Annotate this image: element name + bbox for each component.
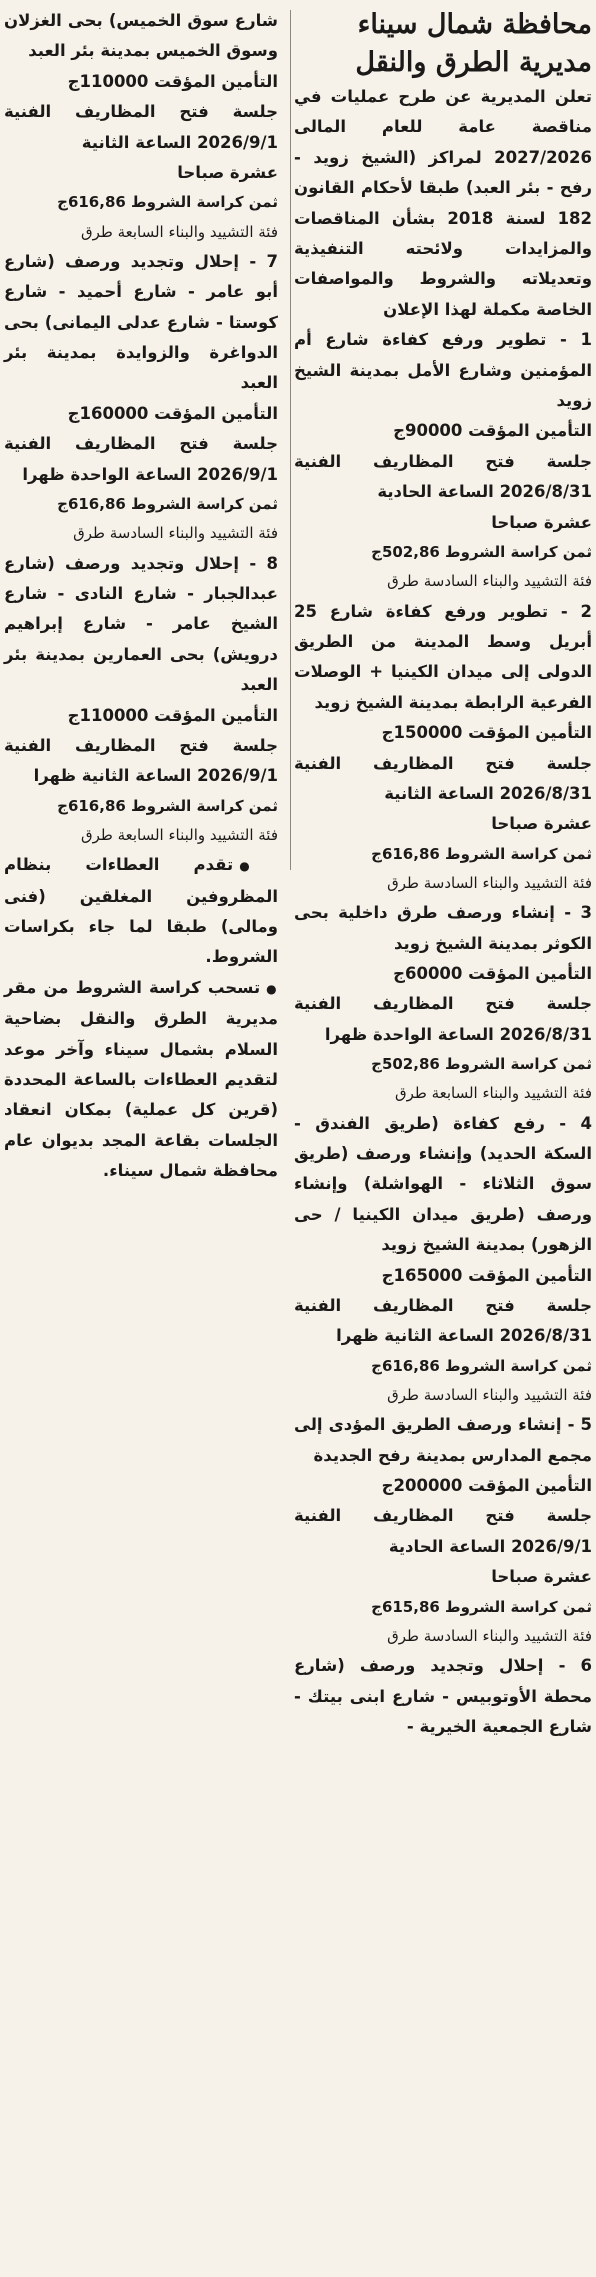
insurance: التأمين المؤقت 165000ج <box>381 1265 592 1285</box>
category: فئة التشييد والبناء السابعة طرق <box>80 825 278 844</box>
booklet-price: ثمن كراسة الشروط 616,86ج <box>371 844 592 863</box>
tender-item <box>294 597 592 899</box>
item-number: 6 - <box>558 1656 593 1676</box>
category: فئة التشييد والبناء السادسة طرق <box>387 1386 592 1405</box>
tender-item <box>294 1109 592 1411</box>
directorate-title: مديرية الطرق والنقل <box>355 47 592 78</box>
booklet-price: ثمن كراسة الشروط 616,86ج <box>371 1356 592 1375</box>
category: فئة التشييد والبناء السادسة طرق <box>387 873 592 892</box>
note-bullet: ● تسحب كراسة الشروط من مقر مديرية الطرق والنقل بضاحية السلام بشمال سيناء وآخر موعد لتقديم العطاءات بالساعة المحددة (قرين كل عملية) بمكان انعقاد الجلسات بقاعة المجد بديوان عام محافظة شمال سيناء. <box>4 973 278 1187</box>
item-number: 7 - <box>249 251 279 271</box>
item-number: 4 - <box>559 1113 593 1133</box>
item-description: شارع سوق الخميس) بحى الغزلان وسوق الخميس بمدينة بئر العبد <box>4 11 278 61</box>
category: فئة التشييد والبناء السادسة طرق <box>73 524 278 543</box>
category: فئة التشييد والبناء السابعة طرق <box>80 222 278 241</box>
item-number: 5 - <box>567 1415 593 1435</box>
session: جلسة فتح المظاريف الفنية 2026/9/1 الساعة الثانية <box>4 102 278 152</box>
session-time: عشرة صباحا <box>177 163 278 183</box>
session: جلسة فتح المظاريف الفنية 2026/8/31 الساعة الثانية <box>294 753 592 803</box>
governorate-title: محافظة شمال سيناء <box>357 9 592 40</box>
intro-paragraph: تعلن المديرية عن طرح عمليات في مناقصة عامة للعام المالى 2027/2026 لمراكز (الشيخ زويد - رفح - بئر العبد) طبقا لأحكام القانون 182 لسنة 2018 بشأن المناقصات والمزايدات ولائحته التنفيذية وتعديلاته والشروط والمواصفات الخاصة مكملة لهذا الإعلان <box>294 87 593 319</box>
insurance: التأمين المؤقت 150000ج <box>381 723 592 743</box>
session: جلسة فتح المظاريف الفنية 2026/8/31 الساعة الحادية <box>294 451 592 502</box>
insurance: التأمين المؤقت 200000ج <box>381 1476 592 1496</box>
right-column <box>294 6 592 1742</box>
session: جلسة فتح المظاريف الفنية 2026/8/31 الساعة الثانية ظهرا <box>294 1296 592 1346</box>
category: فئة التشييد والبناء السادسة طرق <box>387 572 592 591</box>
session: جلسة فتح المظاريف الفنية 2026/8/31 الساعة الواحدة ظهرا <box>294 994 592 1044</box>
session: جلسة فتح المظاريف الفنية 2026/9/1 الساعة الواحدة ظهرا <box>4 434 278 484</box>
tender-item <box>294 898 592 1108</box>
item-number: 1 - <box>560 330 593 350</box>
booklet-price: ثمن كراسة الشروط 616,86ج <box>57 193 278 212</box>
item-description: رفع كفاءة (طريق الفندق - السكة الحديد) وإنشاء ورصف (طريق سوق الثلاثاء - الهواشلة) وإنشاء ورصف (طريق ميدان الكينيا / حى الزهور) بمدينة الشيخ زويد <box>294 1113 592 1255</box>
insurance: التأمين المؤقت 110000ج <box>67 705 278 725</box>
tender-item-continued <box>4 6 278 247</box>
insurance: التأمين المؤقت 90000ج <box>393 421 592 441</box>
item-description: تطوير ورفع كفاءة شارع أم المؤمنين وشارع الأمل بمدينة الشيخ زويد <box>294 330 592 411</box>
item-description: إنشاء ورصف الطريق المؤدى إلى مجمع المدارس بمدينة رفح الجديدة <box>294 1415 592 1465</box>
session-time: عشرة صباحا <box>491 1567 592 1587</box>
note-bullet: ● تقدم العطاءات بنظام المظروفين المغلقين (فنى ومالى) طبقا لما جاء بكراسات الشروط. <box>4 850 278 973</box>
item-description: تطوير ورفع كفاءة شارع 25 أبريل وسط المدينة من الطريق الدولى إلى ميدان الكينيا + الوصلات الفرعية الرابطة بمدينة الشيخ زويد <box>294 601 592 712</box>
tender-item <box>294 325 592 596</box>
item-number: 2 - <box>560 601 592 621</box>
item-description: إحلال وتجديد ورصف (شارع عبدالجبار - شارع النادى - شارع الشيخ عامر - شارع إبراهيم درويش) بحى العمارين بمدينة بئر العبد <box>4 553 278 695</box>
item-description: إنشاء ورصف طرق داخلية بحى الكوثر بمدينة الشيخ زويد <box>294 903 592 953</box>
item-description: إحلال وتجديد ورصف (شارع أبو عامر - شارع أحميد - شارع كوستا - شارع عدلى اليمانى) بحى الدواغرة والزوايدة بمدينة بئر العبد <box>4 251 278 393</box>
item-description: إحلال وتجديد ورصف (شارع محطة الأوتوبيس - شارع ابنى بيتك - شارع الجمعية الخيرية - <box>294 1656 592 1736</box>
booklet-price: ثمن كراسة الشروط 502,86ج <box>371 1055 592 1074</box>
tender-item <box>4 247 278 549</box>
session-time: عشرة صباحا <box>491 814 592 834</box>
column-divider <box>290 10 291 870</box>
insurance: التأمين المؤقت 110000ج <box>67 71 278 91</box>
booklet-price: ثمن كراسة الشروط 502,86ج <box>371 543 592 562</box>
booklet-price: ثمن كراسة الشروط 615,86ج <box>371 1597 592 1616</box>
session: جلسة فتح المظاريف الفنية 2026/9/1 الساعة الحادية <box>294 1506 592 1556</box>
booklet-price: ثمن كراسة الشروط 616,86ج <box>57 495 278 514</box>
session-time: عشرة صباحا <box>491 512 592 532</box>
left-column <box>4 6 278 1187</box>
insurance: التأمين المؤقت 160000ج <box>67 403 278 423</box>
tender-item <box>4 549 278 851</box>
item-number: 3 - <box>564 903 592 923</box>
insurance: التأمين المؤقت 60000ج <box>393 963 592 983</box>
item-number: 8 - <box>249 553 279 573</box>
tender-item <box>294 1410 592 1651</box>
booklet-price: ثمن كراسة الشروط 616,86ج <box>57 796 278 815</box>
category: فئة التشييد والبناء السادسة طرق <box>387 1626 592 1645</box>
category: فئة التشييد والبناء السابعة طرق <box>394 1084 592 1103</box>
tender-item <box>294 1651 592 1742</box>
session: جلسة فتح المظاريف الفنية 2026/9/1 الساعة الثانية ظهرا <box>4 735 278 786</box>
